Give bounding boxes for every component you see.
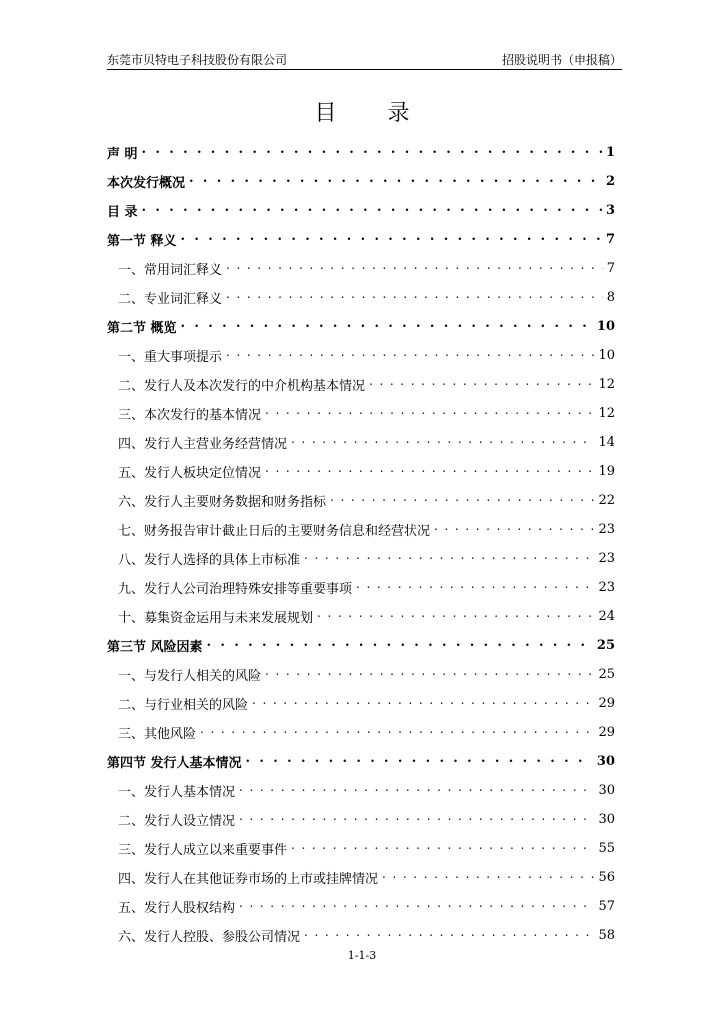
toc-entry-page: 57 (598, 899, 615, 914)
toc-entry-label: 五、发行人股权结构 (118, 901, 236, 916)
toc-entry-label: 二、发行人及本次发行的中介机构基本情况 (118, 379, 366, 394)
toc-leader-dots (181, 320, 593, 334)
toc-entry-page: 56 (598, 870, 615, 885)
toc-leader-dots (226, 262, 603, 276)
toc-leader-dots (200, 726, 594, 740)
toc-subsection-entry[interactable] (107, 834, 615, 863)
toc-section-entry[interactable] (107, 631, 615, 660)
toc-section-entry[interactable] (107, 138, 615, 167)
toc-entry-page: 23 (598, 522, 615, 537)
toc-entry-page: 30 (598, 783, 615, 798)
toc-entry-page: 22 (598, 493, 615, 508)
toc-entry-page: 12 (598, 406, 615, 421)
toc-entry-page: 25 (596, 638, 615, 653)
toc-leader-dots (226, 291, 603, 305)
toc-leader-dots (304, 552, 594, 566)
page-header (107, 49, 622, 70)
toc-entry-label: 三、发行人成立以来重要事件 (118, 843, 288, 858)
table-of-contents (107, 138, 615, 950)
toc-entry-page: 23 (598, 551, 615, 566)
toc-subsection-entry[interactable] (107, 602, 615, 631)
toc-entry-label: 七、财务报告审计截止日后的主要财务信息和经营状况 (118, 524, 431, 539)
toc-entry-label: 声 明 (107, 147, 138, 162)
toc-subsection-entry[interactable] (107, 863, 615, 892)
toc-entry-label: 三、其他风险 (118, 727, 197, 742)
toc-subsection-entry[interactable] (107, 457, 615, 486)
toc-entry-label: 第四节 发行人基本情况 (107, 756, 242, 771)
toc-leader-dots (356, 581, 594, 595)
toc-subsection-entry[interactable] (107, 370, 615, 399)
toc-subsection-entry[interactable] (107, 283, 615, 312)
toc-subsection-entry[interactable] (107, 515, 615, 544)
toc-entry-label: 第二节 概览 (107, 321, 177, 336)
header-doc-type: 招股说明书（申报稿） (501, 53, 622, 67)
toc-subsection-entry[interactable] (107, 399, 615, 428)
toc-subsection-entry[interactable] (107, 776, 615, 805)
toc-leader-dots (239, 813, 594, 827)
toc-entry-label: 二、专业词汇释义 (118, 292, 223, 307)
toc-section-entry[interactable] (107, 312, 615, 341)
toc-leader-dots (330, 494, 594, 508)
toc-entry-label: 第三节 风险因素 (107, 640, 203, 655)
toc-entry-label: 十、募集资金运用与未来发展规划 (118, 611, 314, 626)
toc-leader-dots (369, 378, 594, 392)
toc-leader-dots (142, 146, 602, 160)
toc-section-entry[interactable] (107, 167, 615, 196)
toc-entry-page: 58 (598, 928, 615, 943)
toc-entry-label: 五、发行人板块定位情况 (118, 466, 262, 481)
page-number: 1-1-3 (347, 949, 377, 962)
toc-leader-dots (265, 465, 594, 479)
toc-entry-page: 25 (598, 667, 615, 682)
toc-entry-page: 3 (605, 203, 615, 218)
toc-entry-label: 一、与发行人相关的风险 (118, 669, 262, 684)
toc-entry-page: 30 (596, 754, 615, 769)
toc-subsection-entry[interactable] (107, 573, 615, 602)
toc-entry-label: 九、发行人公司治理特殊安排等重要事项 (118, 582, 353, 597)
toc-entry-page: 29 (598, 696, 615, 711)
toc-entry-label: 第一节 释义 (107, 234, 177, 249)
toc-entry-page: 19 (598, 464, 615, 479)
toc-leader-dots (207, 639, 593, 653)
toc-entry-label: 四、发行人主营业务经营情况 (118, 437, 288, 452)
toc-entry-page: 7 (605, 232, 615, 247)
toc-leader-dots (189, 175, 602, 189)
toc-leader-dots (181, 233, 602, 247)
toc-entry-label: 目 录 (107, 205, 138, 220)
toc-leader-dots (317, 610, 594, 624)
toc-leader-dots (239, 784, 594, 798)
toc-entry-label: 二、发行人设立情况 (118, 814, 236, 829)
toc-entry-page: 10 (598, 348, 615, 363)
toc-leader-dots (382, 871, 594, 885)
toc-leader-dots (246, 755, 593, 769)
toc-entry-label: 本次发行概况 (107, 176, 186, 191)
toc-section-entry[interactable] (107, 747, 615, 776)
toc-subsection-entry[interactable] (107, 428, 615, 457)
toc-leader-dots (239, 900, 594, 914)
toc-entry-page: 14 (598, 435, 615, 450)
toc-entry-label: 二、与行业相关的风险 (118, 698, 249, 713)
toc-entry-page: 23 (598, 580, 615, 595)
toc-leader-dots (291, 436, 594, 450)
toc-subsection-entry[interactable] (107, 341, 615, 370)
toc-entry-label: 六、发行人主要财务数据和财务指标 (118, 495, 327, 510)
toc-entry-label: 一、发行人基本情况 (118, 785, 236, 800)
toc-entry-label: 六、发行人控股、参股公司情况 (118, 930, 301, 945)
toc-subsection-entry[interactable] (107, 660, 615, 689)
toc-leader-dots (265, 668, 594, 682)
toc-entry-page: 1 (605, 145, 615, 160)
toc-subsection-entry[interactable] (107, 486, 615, 515)
toc-entry-label: 一、常用词汇释义 (118, 263, 223, 278)
toc-entry-page: 24 (598, 609, 615, 624)
toc-entry-page: 2 (605, 174, 615, 189)
toc-section-entry[interactable] (107, 225, 615, 254)
toc-entry-label: 八、发行人选择的具体上市标准 (118, 553, 301, 568)
page-title: 目 录 (314, 101, 432, 126)
toc-entry-page: 30 (598, 812, 615, 827)
toc-subsection-entry[interactable] (107, 544, 615, 573)
toc-leader-dots (226, 349, 594, 363)
toc-entry-page: 55 (598, 841, 615, 856)
toc-leader-dots (291, 842, 594, 856)
toc-entry-label: 三、本次发行的基本情况 (118, 408, 262, 423)
toc-entry-page: 12 (598, 377, 615, 392)
toc-entry-page: 8 (606, 290, 615, 305)
toc-subsection-entry[interactable] (107, 718, 615, 747)
toc-entry-label: 一、重大事项提示 (118, 350, 223, 365)
toc-subsection-entry[interactable] (107, 921, 615, 950)
toc-subsection-entry[interactable] (107, 805, 615, 834)
toc-leader-dots (434, 523, 594, 537)
header-company: 东莞市贝特电子科技股份有限公司 (107, 53, 288, 67)
toc-entry-page: 10 (596, 319, 615, 334)
toc-subsection-entry[interactable] (107, 892, 615, 921)
toc-leader-dots (252, 697, 594, 711)
toc-leader-dots (304, 929, 594, 943)
toc-subsection-entry[interactable] (107, 689, 615, 718)
toc-section-entry[interactable] (107, 196, 615, 225)
toc-entry-label: 四、发行人在其他证券市场的上市或挂牌情况 (118, 872, 379, 887)
toc-leader-dots (142, 204, 602, 218)
toc-entry-page: 7 (606, 261, 615, 276)
toc-entry-page: 29 (598, 725, 615, 740)
toc-subsection-entry[interactable] (107, 254, 615, 283)
toc-leader-dots (265, 407, 594, 421)
